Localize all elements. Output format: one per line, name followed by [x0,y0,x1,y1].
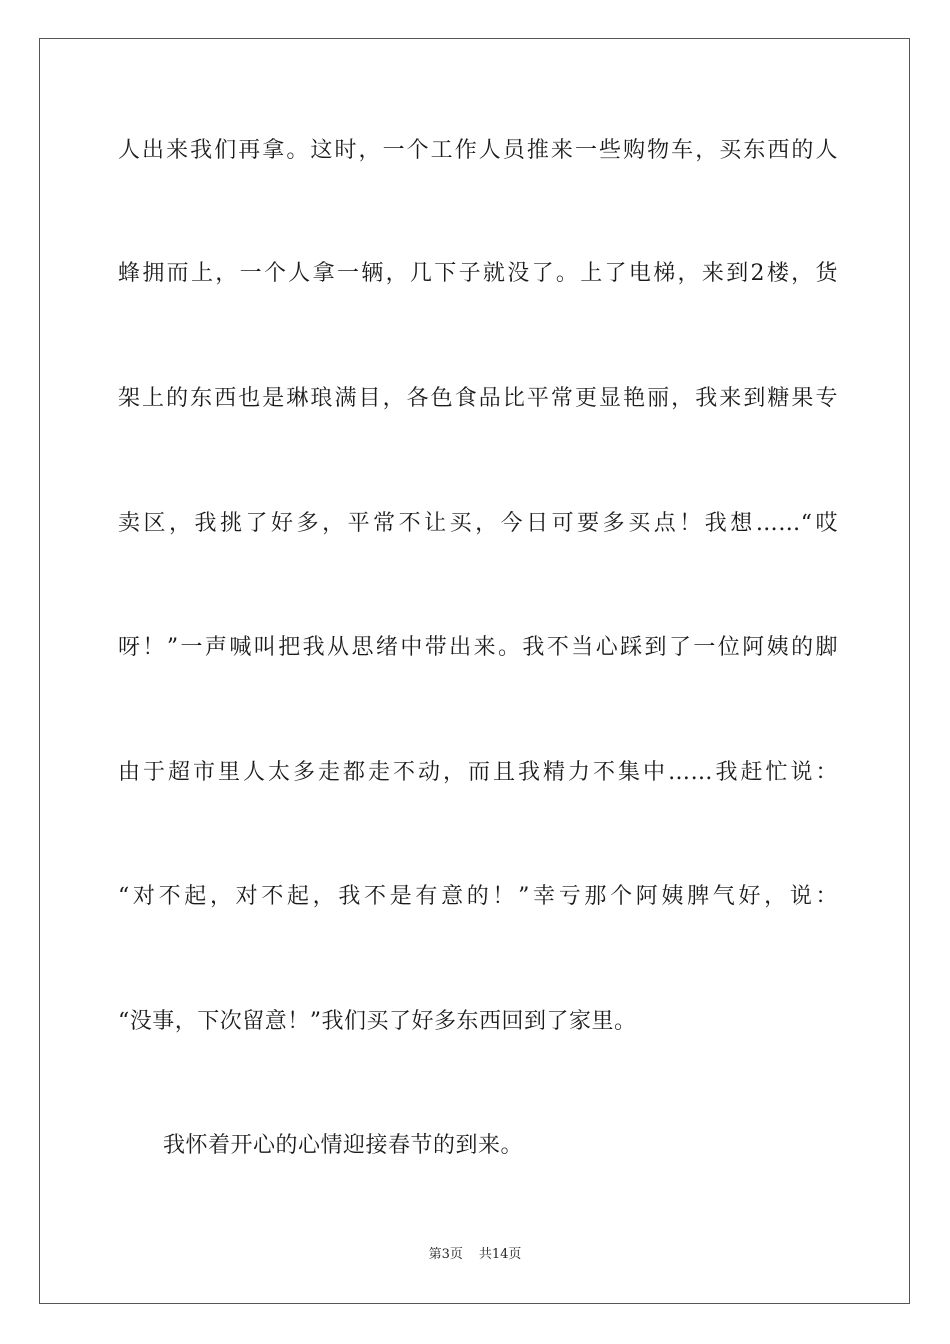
text-line-2: 蜂拥而上，一个人拿一辆，几下子就没了。上了电梯，来到2楼，货 [118,261,838,286]
text-line-3: 架上的东西也是琳琅满目，各色食品比平常更显艳丽，我来到糖果专 [118,386,838,411]
text-line-4: 卖区，我挑了好多，平常不让买，今日可要多买点！我想……“哎 [118,511,838,536]
text-line-6: 由于超市里人太多走都走不动，而且我精力不集中……我赶忙说： [118,760,838,785]
text-line-1: 人出来我们再拿。这时，一个工作人员推来一些购物车，买东西的人 [118,138,838,163]
page-footer [0,1246,950,1264]
text-line-8: “没事，下次留意！”我们买了好多东西回到了家里。 [118,1009,637,1034]
text-line-9: 我怀着开心的心情迎接春节的到来。 [163,1133,524,1158]
text-line-7: “对不起，对不起，我不是有意的！”幸亏那个阿姨脾气好，说： [118,884,838,909]
page-total: 共14页 [478,1247,522,1262]
page-number: 第3页 [428,1247,463,1262]
text-line-5: 呀！”一声喊叫把我从思绪中带出来。我不当心踩到了一位阿姨的脚 [118,635,838,660]
page-border [39,38,910,1304]
